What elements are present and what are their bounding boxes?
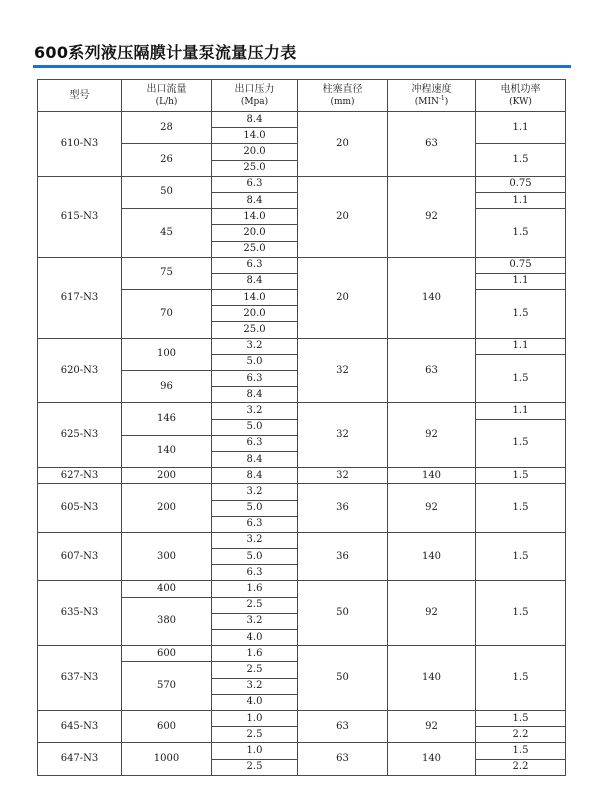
pressure-cell: 8.4 [212, 451, 298, 467]
model-cell: 620-N3 [38, 338, 122, 403]
table-row [38, 338, 566, 354]
pressure-cell: 14.0 [212, 209, 298, 225]
flow-cell: 200 [122, 484, 212, 533]
table-row [38, 710, 566, 726]
pressure-cell: 20.0 [212, 225, 298, 241]
stroke-speed-cell: 140 [388, 468, 476, 484]
pressure-cell: 2.5 [212, 759, 298, 775]
page-title: 600系列液压隔膜计量泵流量压力表 [34, 43, 297, 62]
stroke-speed-cell: 92 [388, 710, 476, 742]
plunger-diameter-cell: 36 [298, 532, 388, 581]
plunger-diameter-cell: 32 [298, 468, 388, 484]
model-cell: 637-N3 [38, 646, 122, 711]
model-cell: 617-N3 [38, 257, 122, 338]
flow-cell: 300 [122, 532, 212, 581]
model-cell: 625-N3 [38, 403, 122, 468]
flow-cell: 26 [122, 144, 212, 176]
motor-power-cell: 1.1 [476, 403, 566, 419]
pressure-cell: 1.6 [212, 646, 298, 662]
motor-power-cell: 2.2 [476, 727, 566, 743]
motor-power-cell: 1.1 [476, 192, 566, 208]
pressure-cell: 20.0 [212, 306, 298, 322]
stroke-speed-cell: 140 [388, 646, 476, 711]
stroke-speed-cell: 92 [388, 176, 476, 257]
pressure-cell: 8.4 [212, 112, 298, 128]
pressure-cell: 25.0 [212, 241, 298, 257]
plunger-diameter-cell: 63 [298, 710, 388, 742]
pressure-cell: 25.0 [212, 322, 298, 338]
pressure-cell: 14.0 [212, 290, 298, 306]
table-row [38, 176, 566, 192]
motor-power-cell: 1.5 [476, 710, 566, 726]
flow-cell: 570 [122, 662, 212, 711]
header-plunger-diameter: 柱塞直径 (mm) [298, 80, 388, 112]
model-cell: 635-N3 [38, 581, 122, 646]
table-row [38, 743, 566, 759]
motor-power-cell: 1.5 [476, 468, 566, 484]
table-header-row [38, 80, 566, 112]
stroke-speed-cell: 92 [388, 403, 476, 468]
flow-cell: 96 [122, 371, 212, 403]
plunger-diameter-cell: 20 [298, 112, 388, 177]
motor-power-cell: 1.5 [476, 209, 566, 258]
pressure-cell: 5.0 [212, 419, 298, 435]
pressure-cell: 3.2 [212, 403, 298, 419]
motor-power-cell: 0.75 [476, 176, 566, 192]
pressure-cell: 6.3 [212, 371, 298, 387]
table-row [38, 112, 566, 128]
plunger-diameter-cell: 63 [298, 743, 388, 775]
pressure-cell: 25.0 [212, 160, 298, 176]
motor-power-cell: 1.5 [476, 419, 566, 468]
pressure-cell: 1.0 [212, 743, 298, 759]
flow-cell: 140 [122, 435, 212, 467]
model-cell: 615-N3 [38, 176, 122, 257]
pressure-cell: 2.5 [212, 597, 298, 613]
stroke-speed-cell: 140 [388, 532, 476, 581]
flow-cell: 70 [122, 290, 212, 339]
motor-power-cell: 1.5 [476, 484, 566, 533]
pressure-cell: 6.3 [212, 257, 298, 273]
stroke-speed-cell: 92 [388, 484, 476, 533]
plunger-diameter-cell: 32 [298, 403, 388, 468]
flow-cell: 50 [122, 176, 212, 208]
table-row [38, 257, 566, 273]
pressure-cell: 1.0 [212, 710, 298, 726]
pressure-cell: 6.3 [212, 176, 298, 192]
motor-power-cell: 1.5 [476, 532, 566, 581]
motor-power-cell: 2.2 [476, 759, 566, 775]
plunger-diameter-cell: 20 [298, 176, 388, 257]
table-body [38, 112, 566, 776]
plunger-diameter-cell: 50 [298, 646, 388, 711]
flow-cell: 600 [122, 710, 212, 742]
header-model: 型号 [38, 80, 122, 112]
flow-cell: 45 [122, 209, 212, 258]
pressure-cell: 3.2 [212, 338, 298, 354]
plunger-diameter-cell: 20 [298, 257, 388, 338]
pressure-cell: 3.2 [212, 532, 298, 548]
flow-cell: 100 [122, 338, 212, 370]
stroke-speed-cell: 140 [388, 743, 476, 775]
flow-cell: 400 [122, 581, 212, 597]
pressure-cell: 5.0 [212, 354, 298, 370]
pressure-cell: 5.0 [212, 500, 298, 516]
flow-cell: 28 [122, 112, 212, 144]
flow-cell: 600 [122, 646, 212, 662]
motor-power-cell: 1.5 [476, 354, 566, 403]
title-underline [33, 65, 571, 68]
model-cell: 605-N3 [38, 484, 122, 533]
header-stroke-speed: 冲程速度 $(MIN^{-1})$ [388, 80, 476, 112]
motor-power-cell: 1.1 [476, 273, 566, 289]
pressure-cell: 3.2 [212, 613, 298, 629]
header-flow: 出口流量 (L/h) [122, 80, 212, 112]
model-cell: 647-N3 [38, 743, 122, 775]
table-row [38, 532, 566, 548]
flow-cell: 146 [122, 403, 212, 435]
flow-pressure-table [37, 79, 566, 776]
motor-power-cell: 0.75 [476, 257, 566, 273]
flow-cell: 75 [122, 257, 212, 289]
pressure-cell: 2.5 [212, 727, 298, 743]
motor-power-cell: 1.5 [476, 581, 566, 646]
flow-cell: 380 [122, 597, 212, 646]
header-motor-power: 电机功率 (KW) [476, 80, 566, 112]
stroke-speed-cell: 140 [388, 257, 476, 338]
table-row [38, 403, 566, 419]
plunger-diameter-cell: 50 [298, 581, 388, 646]
motor-power-cell: 1.5 [476, 144, 566, 176]
plunger-diameter-cell: 32 [298, 338, 388, 403]
table-row [38, 484, 566, 500]
pressure-cell: 5.0 [212, 549, 298, 565]
table-row [38, 646, 566, 662]
motor-power-cell: 1.5 [476, 290, 566, 339]
pressure-cell: 4.0 [212, 694, 298, 710]
table-row [38, 468, 566, 484]
motor-power-cell: 1.5 [476, 646, 566, 711]
model-cell: 607-N3 [38, 532, 122, 581]
pressure-cell: 8.4 [212, 387, 298, 403]
pressure-cell: 3.2 [212, 678, 298, 694]
plunger-diameter-cell: 36 [298, 484, 388, 533]
motor-power-cell: 1.5 [476, 743, 566, 759]
model-cell: 645-N3 [38, 710, 122, 742]
stroke-speed-cell: 63 [388, 338, 476, 403]
pressure-cell: 6.3 [212, 435, 298, 451]
stroke-speed-cell: 92 [388, 581, 476, 646]
model-cell: 610-N3 [38, 112, 122, 177]
pressure-cell: 6.3 [212, 565, 298, 581]
flow-cell: 200 [122, 468, 212, 484]
pressure-cell: 1.6 [212, 581, 298, 597]
pressure-cell: 8.4 [212, 273, 298, 289]
pressure-cell: 14.0 [212, 128, 298, 144]
model-cell: 627-N3 [38, 468, 122, 484]
pressure-cell: 8.4 [212, 192, 298, 208]
pressure-cell: 6.3 [212, 516, 298, 532]
header-pressure: 出口压力 (Mpa) [212, 80, 298, 112]
stroke-speed-cell: 63 [388, 112, 476, 177]
flow-cell: 1000 [122, 743, 212, 775]
pressure-cell: 8.4 [212, 468, 298, 484]
table-row [38, 581, 566, 597]
pressure-cell: 20.0 [212, 144, 298, 160]
pressure-cell: 2.5 [212, 662, 298, 678]
pressure-cell: 4.0 [212, 630, 298, 646]
pressure-cell: 3.2 [212, 484, 298, 500]
motor-power-cell: 1.1 [476, 338, 566, 354]
motor-power-cell: 1.1 [476, 112, 566, 144]
